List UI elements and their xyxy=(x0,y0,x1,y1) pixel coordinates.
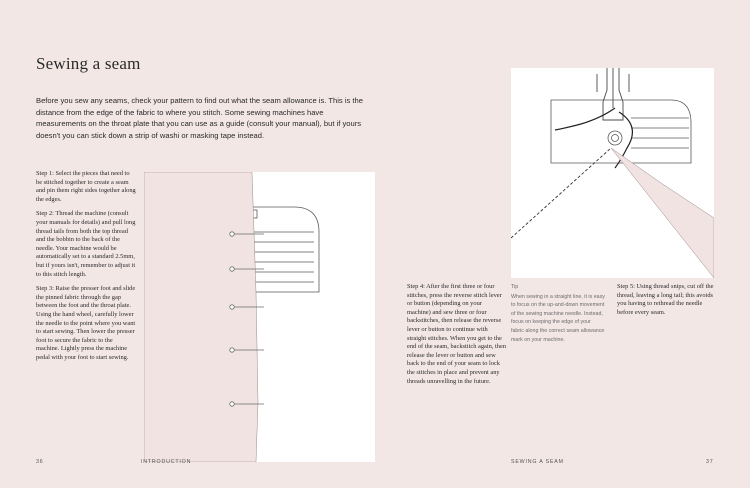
intro-paragraph: Before you sew any seams, check your pattern to find out what the seam allowance is. This is the distance from the edge of the fabric to where you stitch. Some sewing machines have measurements on the throat plate that you can use as a guide (consult your manual), but if yours doesn't you can stick down a strip of washi or masking tape instead. xyxy=(36,96,363,140)
sewing-machine-pins-drawing xyxy=(144,172,375,462)
step-1-text: Step 1: Select the pieces that need to be stitched together to create a seam and pin them right sides together along the edges. xyxy=(36,170,136,203)
page-title: Sewing a seam xyxy=(36,54,141,73)
step-5-text: Step 5: Using thread snips, cut off the thread, leaving a long tail; this avoids you having to rethread the needle before every seam. xyxy=(617,283,714,316)
right-running-head: SEWING A SEAM xyxy=(511,459,564,465)
seam-finish-illustration xyxy=(511,68,714,278)
left-running-head: INTRODUCTION xyxy=(141,459,192,465)
step-2-text: Step 2: Thread the machine (consult your manuals for details) and pull long thread tails from both the top thread and the bobbin to the back of the needle. Your machine would be automatically set to a standard 2.5mm, but if yours isn't, remember to adjust it to this stitch length. xyxy=(36,210,136,278)
pinned-fabric-illustration xyxy=(144,172,375,462)
step-3-text: Step 3: Raise the presser foot and slide the pinned fabric through the gap between the foot and the throat plate. Using the hand wheel, carefully lower the needle to the point where you want to start sewing. Then lower the presser foot to secure the fabric to the machine. Lightly press the machine pedal with your foot to start sewing. xyxy=(36,285,136,361)
right-page-number: 37 xyxy=(706,459,714,465)
sewing-machine-seam-drawing xyxy=(511,68,714,278)
tip-label: Tip xyxy=(511,284,519,290)
tip-box xyxy=(511,283,605,344)
left-page-number: 36 xyxy=(36,459,44,465)
steps-column xyxy=(36,170,136,368)
step-4-text: Step 4: After the first three or four stitches, press the reverse stitch lever or button (depending on your machine) and sew three or four backstitches, then release the reverse lever or button to continue with straight stitches. When you get to the end of the seam, backstitch again, then release the lever or button and sew back to the end of your seam to lock the stitches in place and prevent any threads unravelling in the future. xyxy=(407,283,507,385)
tip-text: When sewing in a straight line, it is easy to focus on the up-and-down movement of the sewing machine needle. Instead, focus on keeping the edge of your fabric along the correct seam allowance mark on your machine. xyxy=(511,293,605,343)
